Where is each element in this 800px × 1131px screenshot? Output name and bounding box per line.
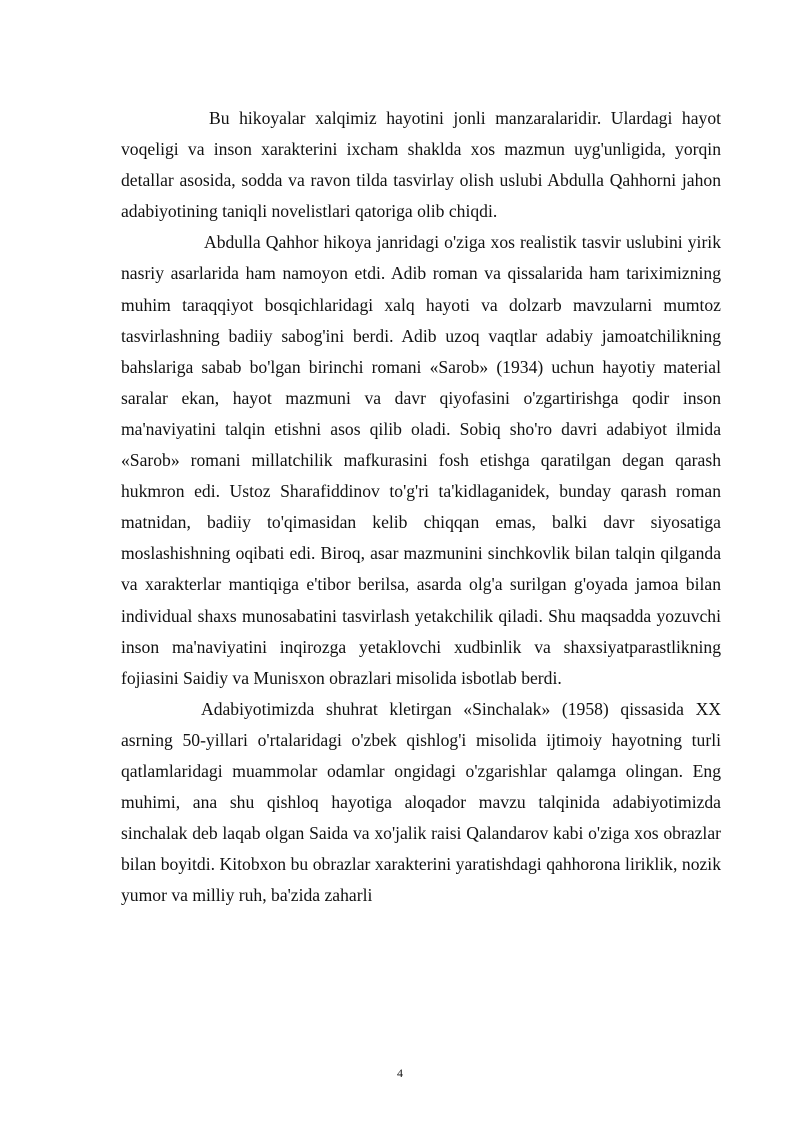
page-number: 4 xyxy=(397,1066,403,1080)
paragraph-3: Adabiyotimizda shuhrat kletirgan «Sinchalak» (1958) qissasida XX asrning 50-yillari o'rtalaridagi o'zbek qishlog'i misolida ijtimoiy hayotning turli qatlamlaridagi muammolar odamlar ongidagi o'zgarishlar qalamga olingan. Eng muhimi, ana shu qishloq hayotiga aloqador mavzu talqinida adabiyotimizda sinchalak deb laqab olgan Saida va xo'jalik raisi Qalandarov kabi o'ziga xos obrazlar bilan boyitdi. Kitobxon bu obrazlar xarakterini yaratishdagi qahhorona liriklik, nozik yumor va milliy ruh, ba'zida zaharli xyxy=(121,698,721,906)
body-text xyxy=(121,103,721,911)
paragraph-1: Bu hikoyalar xalqimiz hayotini jonli manzaralaridir. Ulardagi hayot voqeligi va inson xarakterini ixcham shaklda xos mazmun uyg'unligida, yorqin detallar asosida, sodda va ravon tilda tasvirlay olish uslubi Abdulla Qahhorni jahon adabiyotining taniqli novelistlari qatoriga olib chiqdi. xyxy=(121,108,721,222)
paragraph-2: Abdulla Qahhor hikoya janridagi o'ziga xos realistik tasvir uslubini yirik nasriy asarlarida ham namoyon etdi. Adib roman va qissalarida ham tariximizning muhim taraqqiyot bosqichlaridagi xalq hayoti va dolzarb mavzularni mumtoz tasvirlashning badiiy sabog'ini berdi. Adib uzoq vaqtlar adabiy jamoatchilikning bahslariga sabab bo'lgan birinchi romani «Sarob» (1934) uchun hayotiy material saralar ekan, hayot mazmuni va davr qiyofasini o'zgartirishga qodir inson ma'naviyatini talqin etishni asos qilib oladi. Sobiq sho'ro davri adabiyot ilmida «Sarob» romani millatchilik mafkurasini fosh etishga qaratilgan degan qarash hukmron edi. Ustoz Sharafiddinov to'g'ri ta'kidlaganidek, bunday qarash roman matnidan, badiiy to'qimasidan kelib chiqqan emas, balki davr siyosatiga moslashishning oqibati edi. Biroq, asar mazmunini sinchkovlik bilan talqin qilganda va xarakterlar mantiqiga e'tibor berilsa, asarda olg'a surilgan g'oyada jamoa bilan individual shaxs munosabatini tasvirlash yetakchilik qiladi. Shu maqsadda yozuvchi inson ma'naviyatini inqirozga yetaklovchi xudbinlik va shaxsiyatparastlikning fojiasini Saidiy va Munisxon obrazlari misolida isbotlab berdi. xyxy=(121,232,721,688)
